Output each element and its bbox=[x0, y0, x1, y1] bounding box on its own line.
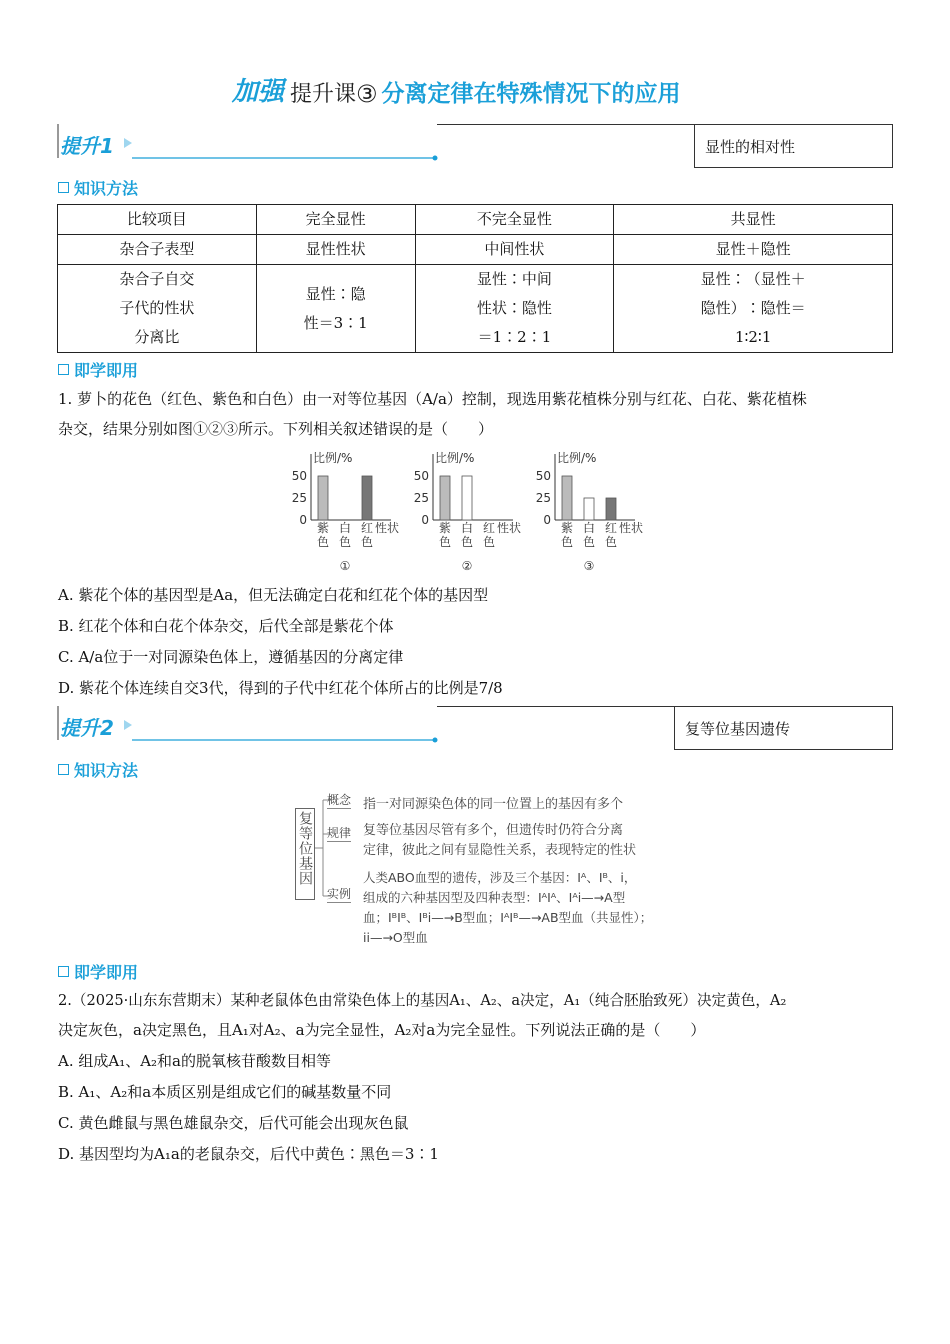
title-main: 分离定律在特殊情况下的应用 bbox=[381, 81, 681, 107]
example-label: 实例 bbox=[327, 887, 352, 901]
category-label-top: 白 bbox=[338, 521, 352, 535]
bar-charts bbox=[285, 446, 665, 574]
arrow-icon bbox=[124, 138, 132, 148]
tick-label: 50 bbox=[291, 469, 307, 483]
tick-label: 25 bbox=[413, 491, 429, 505]
table-cell: 显性∶中间 性状∶隐性 ＝1∶2∶1 bbox=[415, 265, 614, 353]
question1-stem-line1: 1. 萝卜的花色（红色、紫色和白色）由一对等位基因（A/a）控制，现选用紫花植株分别与红花、白花、紫花植株 bbox=[58, 390, 807, 408]
question2-option-d: D. 基因型均为A₁a的老鼠杂交，后代中黄色∶黑色＝3∶1 bbox=[58, 1145, 439, 1163]
section1-topline bbox=[437, 124, 695, 125]
bar bbox=[318, 476, 328, 520]
table-cell: 显性＋隐性 bbox=[614, 235, 893, 265]
question1-option-d: D. 紫花个体连续自交3代，得到的子代中红花个体所占的比例是7/8 bbox=[58, 679, 503, 697]
section2-topic: 复等位基因遗传 bbox=[674, 706, 893, 750]
x-axis-label: 性状 bbox=[619, 521, 644, 535]
category-label-top: 紫 bbox=[560, 521, 574, 535]
category-label-top: 紫 bbox=[316, 521, 330, 535]
category-label-top: 红 bbox=[604, 521, 618, 535]
table-cell: 比较项目 bbox=[58, 205, 257, 235]
x-axis-label: 性状 bbox=[497, 521, 522, 535]
category-label-top: 红 bbox=[482, 521, 496, 535]
tick-label: 0 bbox=[543, 513, 551, 527]
chart-1 bbox=[292, 450, 399, 573]
tick-label: 25 bbox=[291, 491, 307, 505]
square-icon bbox=[58, 182, 69, 193]
allele-diagram bbox=[295, 788, 670, 950]
question1-stem-line2: 杂交，结果分别如图①②③所示。下列相关叙述错误的是（ ） bbox=[58, 420, 494, 438]
question2-option-b: B. A₁、A₂和a本质区别是组成它们的碱基数量不同 bbox=[58, 1083, 392, 1101]
bar bbox=[606, 498, 616, 520]
title-number: ③ bbox=[356, 80, 378, 108]
section2-practice-heading: 即学即用 bbox=[58, 960, 138, 983]
tick-label: 0 bbox=[421, 513, 429, 527]
category-label-bottom: 色 bbox=[360, 535, 374, 549]
table-cell: 中间性状 bbox=[415, 235, 614, 265]
table-row bbox=[58, 265, 893, 353]
bar bbox=[440, 476, 450, 520]
question2-option-c: C. 黄色雌鼠与黑色雄鼠杂交，后代可能会出现灰色鼠 bbox=[58, 1114, 409, 1132]
x-axis-label: 性状 bbox=[375, 521, 400, 535]
table-cell: 显性∶隐 性＝3∶1 bbox=[256, 265, 415, 353]
category-label-bottom: 色 bbox=[560, 535, 574, 549]
table-cell: 不完全显性 bbox=[415, 205, 614, 235]
section1-practice-heading: 即学即用 bbox=[58, 358, 138, 381]
tick-label: 50 bbox=[535, 469, 551, 483]
chart-3 bbox=[536, 450, 643, 573]
section1-underline bbox=[56, 124, 456, 164]
bar bbox=[562, 476, 572, 520]
law-text: 复等位基因尽管有多个，但遗传时仍符合分离 定律，彼此之间有显隐性关系，表现特定的性状 bbox=[363, 823, 637, 858]
question2-option-a: A. 组成A₁、A₂和a的脱氧核苷酸数目相等 bbox=[58, 1052, 332, 1070]
category-label-bottom: 色 bbox=[482, 535, 496, 549]
diagram-root: 复等位基因 bbox=[295, 808, 315, 900]
example-text: 人类ABO血型的遗传，涉及三个基因：Iᴬ、Iᴮ、i， 组成的六种基因型及四种表型：IᴬIᴬ、Iᴬi—→A型 血；IᴮIᴮ、Iᴮi—→B型血；IᴬIᴮ—→AB型血（共显性）； ii—→O型血 bbox=[363, 870, 653, 945]
chart-2 bbox=[414, 450, 521, 573]
table-header-row bbox=[58, 205, 893, 235]
table-cell: 显性∶（显性＋ 隐性）∶隐性＝ 1∶2∶1 bbox=[614, 265, 893, 353]
question1-option-c: C. A/a位于一对同源染色体上，遵循基因的分离定律 bbox=[58, 648, 404, 666]
tick-label: 50 bbox=[413, 469, 429, 483]
bar bbox=[362, 476, 372, 520]
category-label-top: 白 bbox=[582, 521, 596, 535]
category-label-top: 紫 bbox=[438, 521, 452, 535]
page-title bbox=[232, 64, 681, 108]
bar bbox=[584, 498, 594, 520]
law-label: 规律 bbox=[327, 826, 352, 840]
question2-stem-line2: 决定灰色，a决定黑色，且A₁对A₂、a为完全显性，A₂对a为完全显性。下列说法正确的是（ ） bbox=[58, 1021, 706, 1039]
bar bbox=[462, 476, 472, 520]
section2-method-heading: 知识方法 bbox=[58, 758, 138, 781]
category-label-bottom: 色 bbox=[338, 535, 352, 549]
square-icon bbox=[58, 966, 69, 977]
category-label-bottom: 色 bbox=[460, 535, 474, 549]
category-label-top: 白 bbox=[460, 521, 474, 535]
table-cell: 杂合子表型 bbox=[58, 235, 257, 265]
dominance-table bbox=[57, 204, 893, 353]
category-label-bottom: 色 bbox=[604, 535, 618, 549]
table-cell: 完全显性 bbox=[256, 205, 415, 235]
tick-label: 25 bbox=[535, 491, 551, 505]
square-icon bbox=[58, 364, 69, 375]
chart-title: ① bbox=[339, 559, 351, 573]
section2-badge: 提升2 bbox=[60, 716, 114, 740]
question1-option-a: A. 紫花个体的基因型是Aa，但无法确定白花和红花个体的基因型 bbox=[58, 586, 489, 604]
table-cell: 共显性 bbox=[614, 205, 893, 235]
category-label-bottom: 色 bbox=[316, 535, 330, 549]
title-course: 提升课 bbox=[290, 82, 357, 107]
question1-option-b: B. 红花个体和白花个体杂交，后代全部是紫花个体 bbox=[58, 617, 394, 635]
table-cell: 显性性状 bbox=[256, 235, 415, 265]
category-label-bottom: 色 bbox=[582, 535, 596, 549]
section1-method-heading: 知识方法 bbox=[58, 176, 138, 199]
category-label-top: 红 bbox=[360, 521, 374, 535]
chart-title: ③ bbox=[583, 559, 595, 573]
chart-title: ② bbox=[461, 559, 473, 573]
arrow-icon bbox=[124, 720, 132, 730]
table-cell: 杂合子自交 子代的性状 分离比 bbox=[58, 265, 257, 353]
question2-stem-line1: 2.（2025·山东东营期末）某种老鼠体色由常染色体上的基因A₁、A₂、a决定，A₁（纯合胚胎致死）决定黄色，A₂ bbox=[58, 992, 787, 1009]
category-label-bottom: 色 bbox=[438, 535, 452, 549]
table-row bbox=[58, 235, 893, 265]
concept-text: 指一对同源染色体的同一位置上的基因有多个 bbox=[363, 797, 624, 812]
section1-topic: 显性的相对性 bbox=[694, 124, 893, 168]
tick-label: 0 bbox=[299, 513, 307, 527]
y-axis-label: 比例/% bbox=[313, 451, 353, 465]
y-axis-label: 比例/% bbox=[435, 451, 475, 465]
title-jiaqiang: 加强 bbox=[232, 77, 285, 107]
y-axis-label: 比例/% bbox=[557, 451, 597, 465]
section2-underline bbox=[56, 706, 456, 746]
section1-badge: 提升1 bbox=[60, 134, 114, 158]
concept-label: 概念 bbox=[327, 793, 352, 807]
square-icon bbox=[58, 764, 69, 775]
section2-topline bbox=[437, 706, 675, 707]
